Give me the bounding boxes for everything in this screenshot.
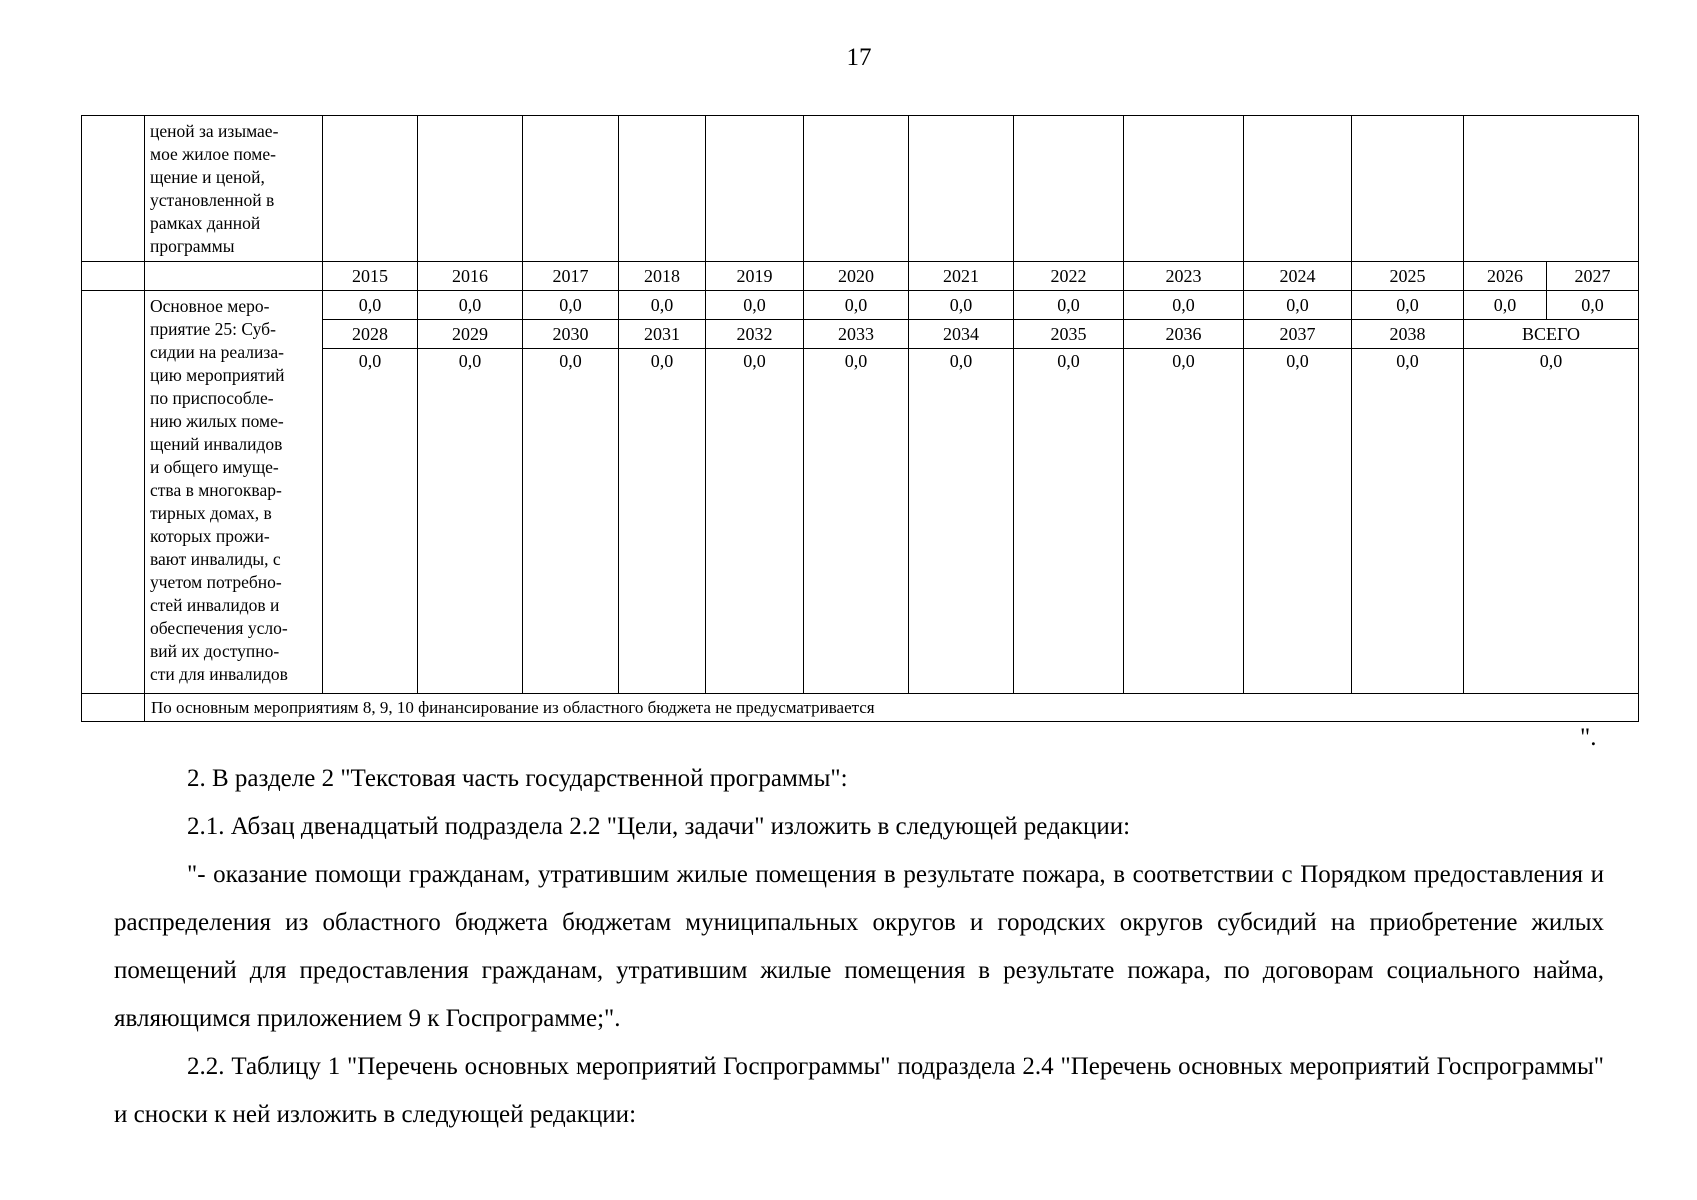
value-cell: 0,0: [1352, 291, 1464, 320]
table-row-values: [82, 291, 1639, 320]
value-cell: 0,0: [909, 349, 1014, 694]
table-row-years: [82, 262, 1639, 291]
budget-table: [81, 115, 1639, 722]
year-header-cell: 2022: [1014, 262, 1124, 291]
value-cell: 0,0: [1124, 349, 1244, 694]
value-cell: 0,0: [706, 349, 804, 694]
value-cell: 0,0: [323, 291, 418, 320]
name-line: установленной в: [150, 190, 275, 210]
name-line: щение и ценой,: [150, 167, 265, 187]
year-header-cell: 2017: [523, 262, 619, 291]
value-cell: 0,0: [418, 291, 523, 320]
year-header-cell: 2034: [909, 320, 1014, 349]
event-name-cell: [145, 116, 323, 262]
value-cell: 0,0: [1014, 349, 1124, 694]
year-header-cell: 2030: [523, 320, 619, 349]
value-cell: 0,0: [706, 291, 804, 320]
year-header-cell: 2036: [1124, 320, 1244, 349]
year-header-cell: 2018: [619, 262, 706, 291]
year-header-cell: 2024: [1244, 262, 1352, 291]
year-header-cell: 2025: [1352, 262, 1464, 291]
name-line: по приспособле-: [150, 388, 274, 408]
name-line: рамках данной: [150, 213, 261, 233]
year-header-cell: 2026: [1464, 262, 1547, 291]
year-header-cell: 2029: [418, 320, 523, 349]
value-cell: 0,0: [1244, 291, 1352, 320]
name-line: обеспечения усло-: [150, 618, 288, 638]
value-cell: 0,0: [1124, 291, 1244, 320]
table-row-note: [82, 694, 1639, 722]
name-line: ства в многоквар-: [150, 480, 282, 500]
table-body: [82, 116, 1639, 722]
year-header-cell: 2028: [323, 320, 418, 349]
year-header-cell: 2038: [1352, 320, 1464, 349]
year-header-cell: 2035: [1014, 320, 1124, 349]
name-line: приятие 25: Суб-: [150, 319, 276, 339]
name-line: тирных домах, в: [150, 503, 272, 523]
value-cell: 0,0: [619, 349, 706, 694]
value-cell: 0,0: [1547, 291, 1639, 320]
row-number-cell: [82, 116, 145, 262]
name-line: Основное меро-: [150, 296, 270, 316]
table-note: По основным мероприятиям 8, 9, 10 финансирование из областного бюджета не предусматривается: [145, 694, 1639, 722]
name-line: вий их доступно-: [150, 641, 280, 661]
year-header-cell: 2027: [1547, 262, 1639, 291]
paragraph-3: "- оказание помощи гражданам, утратившим жилые помещения в результате пожара, в соответствии с Порядком предоставления и распределения из областного бюджета бюджетам муниципальных округов и городских округов субсидий на приобретение жилых помещений для предоставления гражданам, утратившим жилые помещения в результате пожара, по договорам социального найма, являющимся приложением 9 к Госпрограмме;".: [114, 861, 1604, 1032]
name-line: которых прожи-: [150, 526, 270, 546]
year-header-cell: 2033: [804, 320, 909, 349]
year-header-cell: 2020: [804, 262, 909, 291]
year-header-cell: 2015: [323, 262, 418, 291]
paragraph-2: 2.1. Абзац двенадцатый подраздела 2.2 "Цели, задачи" изложить в следующей редакции:: [187, 813, 1131, 840]
name-line: цию мероприятий: [150, 365, 285, 385]
closing-quote: ".: [1580, 724, 1597, 751]
year-header-cell: 2031: [619, 320, 706, 349]
value-cell: 0,0: [1244, 349, 1352, 694]
year-header-cell: 2037: [1244, 320, 1352, 349]
value-cell: 0,0: [418, 349, 523, 694]
value-cell: 0,0: [909, 291, 1014, 320]
value-cell: 0,0: [1464, 291, 1547, 320]
paragraph-1: 2. В разделе 2 "Текстовая часть государственной программы":: [187, 765, 848, 792]
value-cell: 0,0: [804, 291, 909, 320]
total-header-cell: ВСЕГО: [1464, 320, 1639, 349]
table-row: [82, 116, 1639, 262]
year-header-cell: 2023: [1124, 262, 1244, 291]
name-line: щений инвалидов: [150, 434, 283, 454]
value-cell: 0,0: [804, 349, 909, 694]
value-cell: 0,0: [523, 349, 619, 694]
value-cell: 0,0: [523, 291, 619, 320]
name-line: и общего имуще-: [150, 457, 279, 477]
year-header-cell: 2032: [706, 320, 804, 349]
name-line: стей инвалидов и: [150, 595, 280, 615]
value-cell: 0,0: [1014, 291, 1124, 320]
paragraph-4: 2.2. Таблицу 1 "Перечень основных мероприятий Госпрограммы" подраздела 2.4 "Перечень основных мероприятий Госпрограммы" и сноски к ней изложить в следующей редакции:: [114, 1053, 1604, 1128]
value-cell: 0,0: [323, 349, 418, 694]
name-line: сти для инвалидов: [150, 664, 288, 684]
year-header-cell: 2021: [909, 262, 1014, 291]
year-header-cell: 2016: [418, 262, 523, 291]
value-cell: 0,0: [619, 291, 706, 320]
page-number: 17: [846, 44, 872, 71]
year-header-cell: 2019: [706, 262, 804, 291]
name-line: сидии на реализа-: [150, 342, 284, 362]
name-line: ценой за изымае-: [150, 121, 279, 141]
name-line: программы: [150, 236, 235, 256]
event-name-cell: [145, 291, 323, 694]
value-cell: 0,0: [1352, 349, 1464, 694]
name-line: нию жилых поме-: [150, 411, 284, 431]
name-line: мое жилое поме-: [150, 144, 276, 164]
total-value-cell: 0,0: [1464, 349, 1639, 694]
name-line: вают инвалиды, с: [150, 549, 281, 569]
name-line: учетом потребно-: [150, 572, 282, 592]
